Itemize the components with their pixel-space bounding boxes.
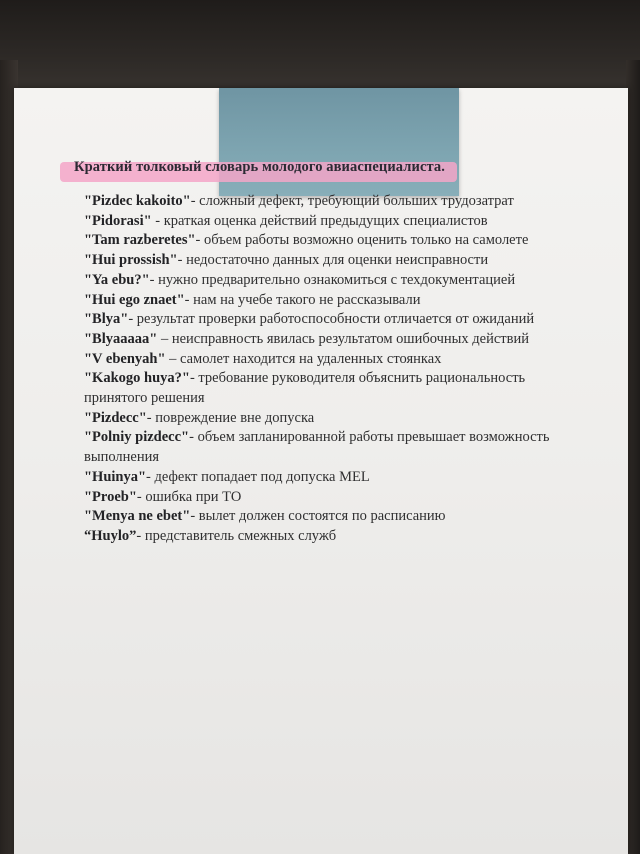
entry-term: "Ya ebu?" bbox=[84, 271, 150, 288]
entry-term: "Pizdec kakoito" bbox=[84, 193, 191, 209]
entry-definition: – самолет находится на удаленных стоянках bbox=[165, 350, 442, 367]
entry-definition: - недостаточно данных для оценки неисправности bbox=[177, 252, 489, 269]
entry-definition: - объем запланированной работы превышает возможность выполнения bbox=[84, 429, 550, 466]
entry-term: "V ebenyah" bbox=[84, 350, 166, 367]
entry-definition: - сложный дефект, требующий больших трудозатрат bbox=[190, 193, 514, 209]
entry-definition: - вылет должен состоятся по расписанию bbox=[190, 508, 446, 525]
entry-definition: - нужно предварительно ознакомиться с техдокументацией bbox=[149, 271, 516, 288]
dictionary-entry bbox=[84, 192, 588, 212]
entry-definition: - нам на учебе такого не рассказывали bbox=[184, 291, 421, 308]
entry-term: "Proeb" bbox=[84, 488, 137, 505]
dictionary-entry bbox=[84, 291, 588, 311]
entry-term: "Hui ego znaet" bbox=[84, 291, 185, 308]
dictionary-content bbox=[68, 158, 588, 547]
dictionary-entry bbox=[84, 369, 588, 408]
entry-term: "Menya ne ebet" bbox=[84, 508, 191, 525]
entry-term: "Pizdecc" bbox=[84, 409, 147, 426]
entry-definition: - дефект попадает под допуска MEL bbox=[146, 468, 370, 485]
entry-term: "Polniy pizdecc" bbox=[84, 429, 190, 446]
page-title: Краткий толковый словарь молодого авиаспециалиста. bbox=[74, 159, 445, 175]
dictionary-entry bbox=[84, 488, 588, 508]
dictionary-entry bbox=[84, 251, 588, 271]
entry-definition: - краткая оценка действий предыдущих специалистов bbox=[151, 212, 488, 229]
entry-term: "Tam razberetes" bbox=[84, 232, 196, 249]
wall-background-top bbox=[0, 0, 640, 100]
dictionary-entry bbox=[84, 428, 588, 467]
entry-term: "Pidorasi" bbox=[84, 212, 152, 229]
entry-term: "Kakogo huya?" bbox=[84, 370, 190, 387]
dictionary-entry bbox=[84, 507, 588, 527]
dictionary-entry bbox=[84, 231, 588, 251]
entry-definition: – неисправность явилась результатом ошибочных действий bbox=[157, 330, 529, 347]
entry-definition: - результат проверки работоспособности отличается от ожиданий bbox=[128, 311, 535, 328]
entry-definition: - объем работы возможно оценить только на самолете bbox=[195, 232, 529, 249]
dictionary-entry bbox=[84, 350, 588, 370]
dictionary-entry bbox=[84, 310, 588, 330]
dictionary-entry bbox=[84, 468, 588, 488]
entry-term: "Huinya" bbox=[84, 468, 147, 485]
dictionary-entry bbox=[84, 409, 588, 429]
dictionary-entry bbox=[84, 330, 588, 350]
entry-term: “Huylo” bbox=[84, 527, 137, 544]
dictionary-entry bbox=[84, 212, 588, 232]
entry-definition: - требование руководителя объяснить рациональность принятого решения bbox=[84, 370, 526, 407]
wall-background-right bbox=[626, 60, 640, 854]
entry-definition: - представитель смежных служб bbox=[136, 527, 337, 544]
entry-term: "Blyaaaaa" bbox=[84, 330, 158, 347]
entry-term: "Blya" bbox=[84, 311, 129, 328]
entry-definition: - ошибка при ТО bbox=[136, 488, 242, 505]
dictionary-entry bbox=[84, 271, 588, 291]
dictionary-entry bbox=[84, 527, 588, 547]
entry-term: "Hui prossish" bbox=[84, 252, 178, 269]
title-block bbox=[68, 159, 451, 176]
entry-definition: - повреждение вне допуска bbox=[146, 409, 315, 426]
